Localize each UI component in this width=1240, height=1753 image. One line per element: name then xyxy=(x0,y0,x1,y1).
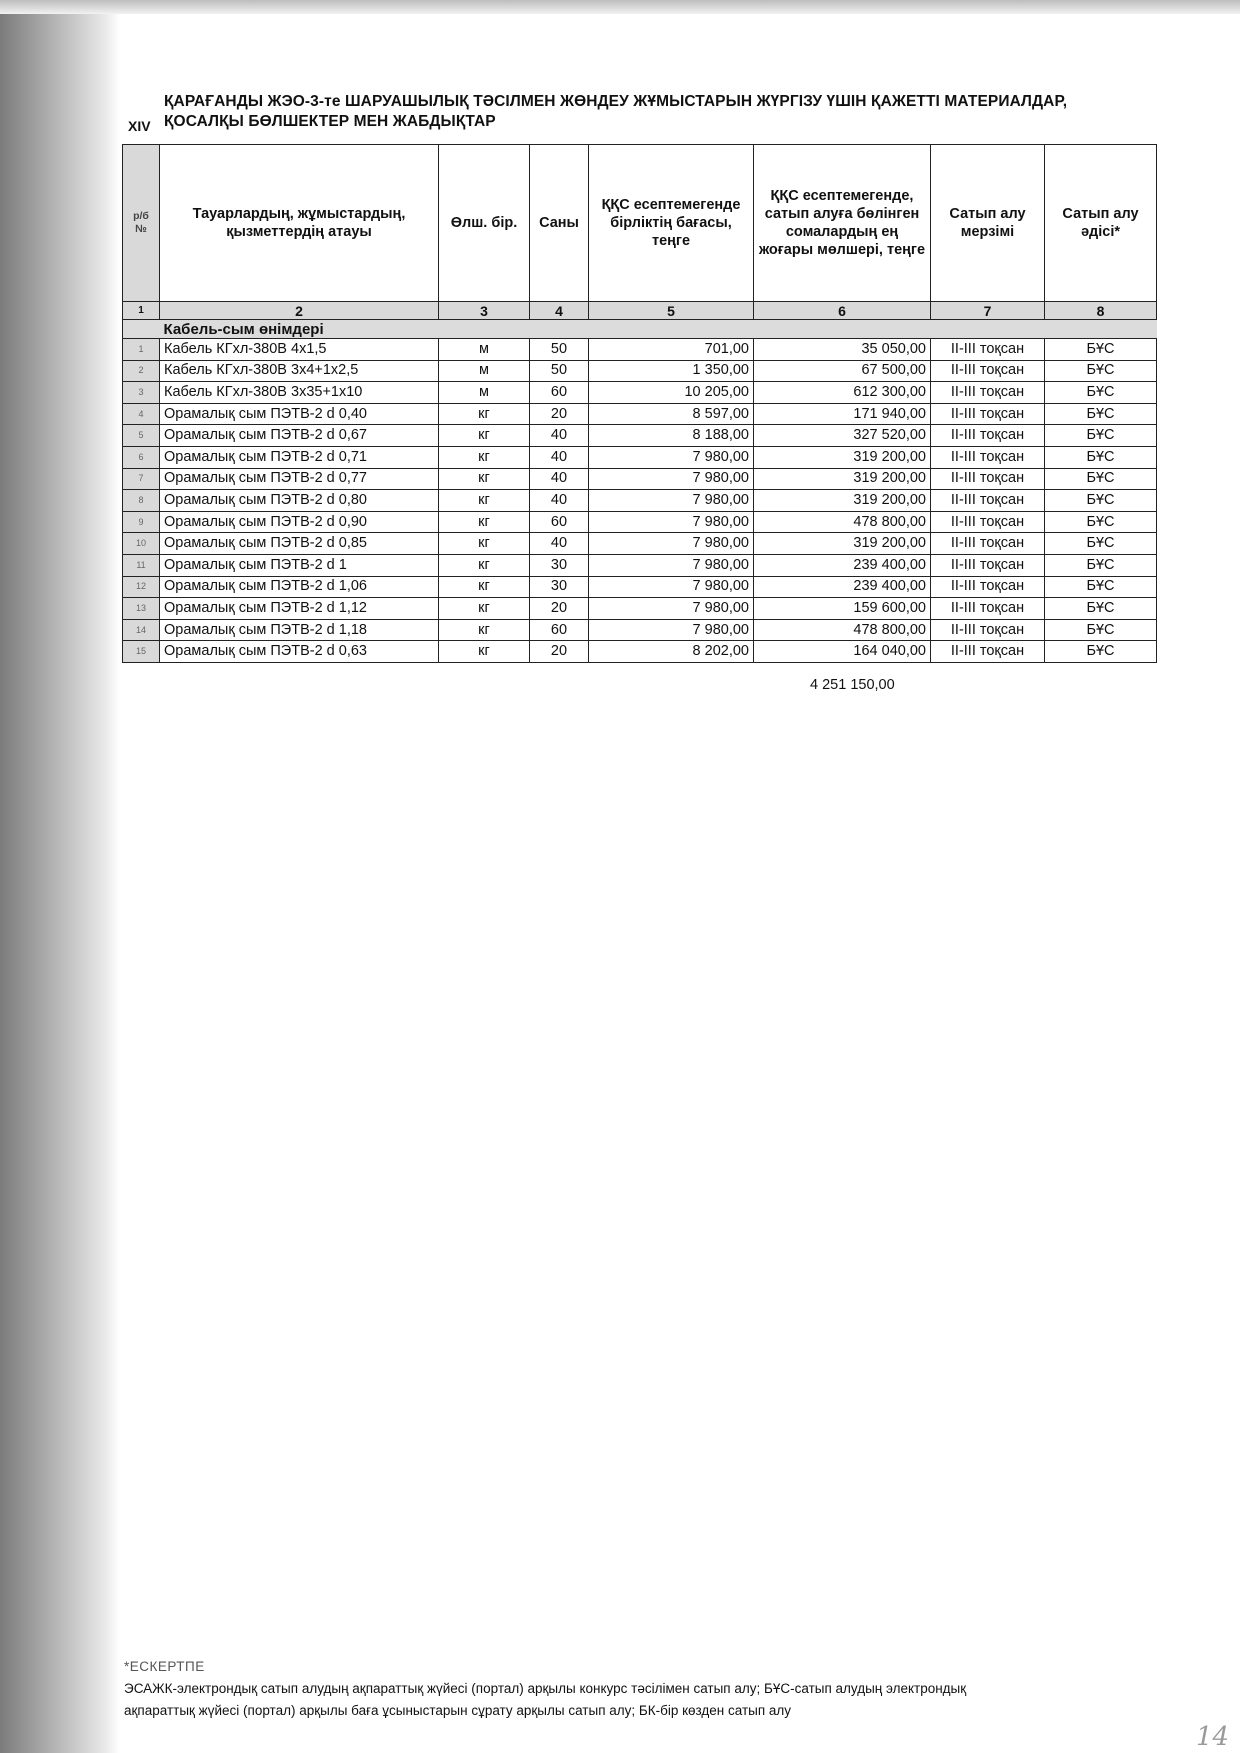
item-method: БҰС xyxy=(1045,598,1157,620)
item-unit-price: 7 980,00 xyxy=(589,490,754,512)
header-no: р/б № xyxy=(123,145,160,302)
item-name: Орамалық сым ПЭТВ-2 d 0,67 xyxy=(160,425,439,447)
item-method: БҰС xyxy=(1045,403,1157,425)
item-total: 35 050,00 xyxy=(754,339,931,361)
item-total: 612 300,00 xyxy=(754,382,931,404)
item-unit: кг xyxy=(439,598,530,620)
item-unit: кг xyxy=(439,619,530,641)
item-quantity: 20 xyxy=(530,598,589,620)
item-unit-price: 7 980,00 xyxy=(589,468,754,490)
item-unit: кг xyxy=(439,468,530,490)
table-row xyxy=(123,425,1157,447)
item-period: II-III тоқсан xyxy=(931,554,1045,576)
item-method: БҰС xyxy=(1045,446,1157,468)
item-unit: кг xyxy=(439,576,530,598)
column-number: 6 xyxy=(754,302,931,320)
table-row xyxy=(123,533,1157,555)
header-unit: Өлш. бір. xyxy=(439,145,530,302)
item-period: II-III тоқсан xyxy=(931,425,1045,447)
item-unit-price: 7 980,00 xyxy=(589,619,754,641)
item-name: Орамалық сым ПЭТВ-2 d 0,71 xyxy=(160,446,439,468)
item-total: 171 940,00 xyxy=(754,403,931,425)
category-row xyxy=(123,320,1157,339)
header-total: ҚҚС есептемегенде, сатып алуға бөлінген сомалардың ең жоғары мөлшері, теңге xyxy=(754,145,931,302)
category-label: Кабель-сым өнімдері xyxy=(160,320,1157,339)
table-row xyxy=(123,490,1157,512)
header-price: ҚҚС есептемегенде бірліктің бағасы, теңге xyxy=(589,145,754,302)
item-period: II-III тоқсан xyxy=(931,641,1045,663)
item-total: 319 200,00 xyxy=(754,533,931,555)
item-unit-price: 8 597,00 xyxy=(589,403,754,425)
column-number: 7 xyxy=(931,302,1045,320)
item-quantity: 30 xyxy=(530,576,589,598)
item-method: БҰС xyxy=(1045,576,1157,598)
item-method: БҰС xyxy=(1045,425,1157,447)
item-period: II-III тоқсан xyxy=(931,533,1045,555)
item-total: 239 400,00 xyxy=(754,554,931,576)
item-name: Орамалық сым ПЭТВ-2 d 0,77 xyxy=(160,468,439,490)
header-name: Тауарлардың, жұмыстардың, қызметтердің атауы xyxy=(160,145,439,302)
row-number: 7 xyxy=(123,468,160,490)
item-unit: м xyxy=(439,339,530,361)
column-number: 5 xyxy=(589,302,754,320)
table-row xyxy=(123,360,1157,382)
item-unit-price: 7 980,00 xyxy=(589,533,754,555)
table-row xyxy=(123,511,1157,533)
item-method: БҰС xyxy=(1045,554,1157,576)
scan-top-band xyxy=(0,0,1240,14)
item-name: Орамалық сым ПЭТВ-2 d 0,80 xyxy=(160,490,439,512)
item-unit: кг xyxy=(439,533,530,555)
column-number: 2 xyxy=(160,302,439,320)
item-period: II-III тоқсан xyxy=(931,598,1045,620)
item-total: 478 800,00 xyxy=(754,511,931,533)
footnote-title: *ЕСКЕРТПЕ xyxy=(124,1659,205,1674)
column-number: 1 xyxy=(123,302,160,320)
column-number: 4 xyxy=(530,302,589,320)
item-period: II-III тоқсан xyxy=(931,382,1045,404)
table-row xyxy=(123,468,1157,490)
table-row xyxy=(123,641,1157,663)
item-unit: м xyxy=(439,360,530,382)
item-period: II-III тоқсан xyxy=(931,360,1045,382)
item-quantity: 40 xyxy=(530,533,589,555)
item-period: II-III тоқсан xyxy=(931,576,1045,598)
row-number: 12 xyxy=(123,576,160,598)
item-total: 164 040,00 xyxy=(754,641,931,663)
item-name: Орамалық сым ПЭТВ-2 d 1,18 xyxy=(160,619,439,641)
item-unit: м xyxy=(439,382,530,404)
item-period: II-III тоқсан xyxy=(931,511,1045,533)
item-period: II-III тоқсан xyxy=(931,619,1045,641)
title-line-2: ҚОСАЛҚЫ БӨЛШЕКТЕР МЕН ЖАБДЫҚТАР xyxy=(164,113,496,130)
item-quantity: 40 xyxy=(530,425,589,447)
row-number: 14 xyxy=(123,619,160,641)
row-number: 2 xyxy=(123,360,160,382)
item-unit: кг xyxy=(439,641,530,663)
item-method: БҰС xyxy=(1045,533,1157,555)
item-name: Кабель КГхл-380В 4х1,5 xyxy=(160,339,439,361)
materials-table xyxy=(122,144,1157,663)
item-total: 159 600,00 xyxy=(754,598,931,620)
item-method: БҰС xyxy=(1045,619,1157,641)
item-period: II-III тоқсан xyxy=(931,339,1045,361)
scan-edge-shadow xyxy=(0,0,120,1753)
item-total: 319 200,00 xyxy=(754,446,931,468)
grand-total: 4 251 150,00 xyxy=(810,677,895,693)
item-unit-price: 7 980,00 xyxy=(589,446,754,468)
item-quantity: 20 xyxy=(530,641,589,663)
document-title xyxy=(164,92,1164,132)
item-unit-price: 8 202,00 xyxy=(589,641,754,663)
header-method: Сатып алу әдісі* xyxy=(1045,145,1157,302)
item-name: Орамалық сым ПЭТВ-2 d 0,63 xyxy=(160,641,439,663)
item-unit: кг xyxy=(439,490,530,512)
column-number: 3 xyxy=(439,302,530,320)
item-total: 67 500,00 xyxy=(754,360,931,382)
page-number: 14 xyxy=(1196,1722,1230,1752)
item-period: II-III тоқсан xyxy=(931,490,1045,512)
item-unit-price: 7 980,00 xyxy=(589,554,754,576)
item-method: БҰС xyxy=(1045,382,1157,404)
item-unit-price: 7 980,00 xyxy=(589,598,754,620)
footnote xyxy=(124,1656,1144,1722)
item-quantity: 20 xyxy=(530,403,589,425)
item-quantity: 30 xyxy=(530,554,589,576)
header-qty: Саны xyxy=(530,145,589,302)
item-name: Кабель КГхл-380В 3х35+1х10 xyxy=(160,382,439,404)
item-name: Орамалық сым ПЭТВ-2 d 0,90 xyxy=(160,511,439,533)
row-number: 9 xyxy=(123,511,160,533)
item-method: БҰС xyxy=(1045,490,1157,512)
item-total: 327 520,00 xyxy=(754,425,931,447)
item-unit-price: 1 350,00 xyxy=(589,360,754,382)
item-quantity: 40 xyxy=(530,490,589,512)
column-number: 8 xyxy=(1045,302,1157,320)
row-number: 13 xyxy=(123,598,160,620)
item-total: 319 200,00 xyxy=(754,468,931,490)
table-row xyxy=(123,576,1157,598)
item-name: Орамалық сым ПЭТВ-2 d 1 xyxy=(160,554,439,576)
item-total: 319 200,00 xyxy=(754,490,931,512)
header-period: Сатып алу мерзімі xyxy=(931,145,1045,302)
item-quantity: 40 xyxy=(530,468,589,490)
item-unit-price: 7 980,00 xyxy=(589,576,754,598)
table-row xyxy=(123,619,1157,641)
item-method: БҰС xyxy=(1045,360,1157,382)
item-unit: кг xyxy=(439,446,530,468)
item-total: 239 400,00 xyxy=(754,576,931,598)
row-number: 1 xyxy=(123,339,160,361)
row-number: 5 xyxy=(123,425,160,447)
header-row xyxy=(123,145,1157,302)
row-number: 3 xyxy=(123,382,160,404)
table-row xyxy=(123,598,1157,620)
item-method: БҰС xyxy=(1045,468,1157,490)
row-number: 6 xyxy=(123,446,160,468)
table-row xyxy=(123,554,1157,576)
item-quantity: 60 xyxy=(530,511,589,533)
item-period: II-III тоқсан xyxy=(931,446,1045,468)
item-name: Орамалық сым ПЭТВ-2 d 1,06 xyxy=(160,576,439,598)
item-quantity: 40 xyxy=(530,446,589,468)
item-method: БҰС xyxy=(1045,511,1157,533)
item-period: II-III тоқсан xyxy=(931,468,1045,490)
table-row xyxy=(123,339,1157,361)
item-unit: кг xyxy=(439,403,530,425)
footnote-line-2: ақпараттық жүйесі (портал) арқылы баға ұсыныстарын сұрату арқылы сатып алу; БК-бір көзден сатып алу xyxy=(124,1703,792,1718)
row-number: 15 xyxy=(123,641,160,663)
table-row xyxy=(123,446,1157,468)
item-quantity: 50 xyxy=(530,360,589,382)
item-name: Орамалық сым ПЭТВ-2 d 0,85 xyxy=(160,533,439,555)
item-unit-price: 701,00 xyxy=(589,339,754,361)
item-unit-price: 7 980,00 xyxy=(589,511,754,533)
item-unit-price: 10 205,00 xyxy=(589,382,754,404)
category-spacer xyxy=(123,320,160,339)
column-number-row xyxy=(123,302,1157,320)
row-number: 8 xyxy=(123,490,160,512)
item-total: 478 800,00 xyxy=(754,619,931,641)
item-name: Орамалық сым ПЭТВ-2 d 0,40 xyxy=(160,403,439,425)
item-quantity: 60 xyxy=(530,382,589,404)
item-name: Орамалық сым ПЭТВ-2 d 1,12 xyxy=(160,598,439,620)
item-name: Кабель КГхл-380В 3х4+1х2,5 xyxy=(160,360,439,382)
row-number: 11 xyxy=(123,554,160,576)
item-quantity: 60 xyxy=(530,619,589,641)
item-method: БҰС xyxy=(1045,641,1157,663)
section-number: XIV xyxy=(128,118,151,134)
item-unit: кг xyxy=(439,511,530,533)
footnote-line-1: ЭСАЖК-электрондық сатып алудың ақпараттық жүйесі (портал) арқылы конкурс тәсілімен сатып алу; БҰС-сатып алудың электрондық xyxy=(124,1681,967,1696)
table-row xyxy=(123,403,1157,425)
item-period: II-III тоқсан xyxy=(931,403,1045,425)
item-quantity: 50 xyxy=(530,339,589,361)
item-method: БҰС xyxy=(1045,339,1157,361)
row-number: 10 xyxy=(123,533,160,555)
item-unit-price: 8 188,00 xyxy=(589,425,754,447)
row-number: 4 xyxy=(123,403,160,425)
item-unit: кг xyxy=(439,554,530,576)
title-line-1: ҚАРАҒАНДЫ ЖЭО-3-те ШАРУАШЫЛЫҚ ТӘСІЛМЕН ЖӨНДЕУ ЖҰМЫСТАРЫН ЖҮРГІЗУ ҮШІН ҚАЖЕТТІ МАТЕРИАЛДАР, xyxy=(164,93,1068,110)
table-row xyxy=(123,382,1157,404)
item-unit: кг xyxy=(439,425,530,447)
